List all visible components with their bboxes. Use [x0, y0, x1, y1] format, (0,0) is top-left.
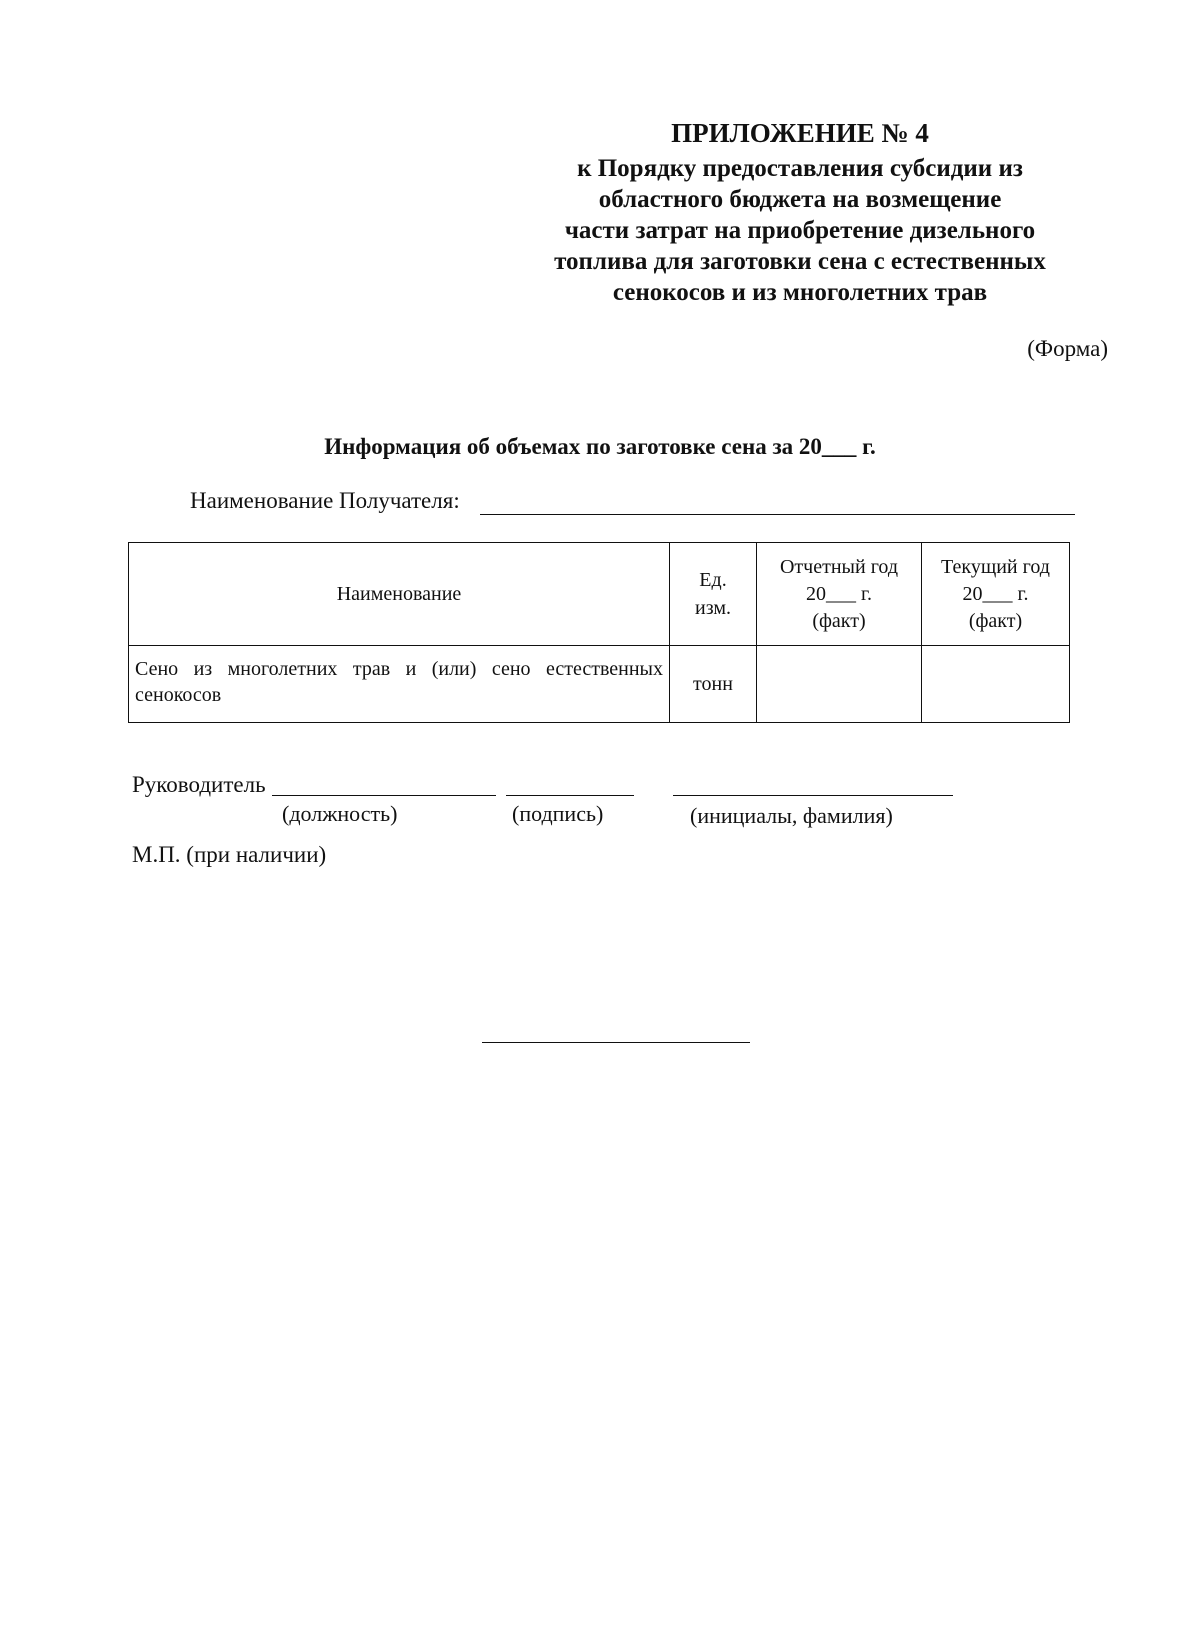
signature-caption: (подпись) — [512, 801, 604, 826]
header-name: Наименование — [129, 543, 670, 646]
header-current-year-line: (факт) — [968, 609, 1023, 632]
appendix-title: ПРИЛОЖЕНИЕ № 4 — [671, 118, 929, 148]
appendix-header — [500, 118, 1100, 308]
header-current-year-line: 20___ г. — [962, 582, 1029, 605]
stamp-label: М.П. (при наличии) — [132, 842, 327, 867]
appendix-line: топлива для заготовки сена с естественных — [554, 248, 1046, 275]
row-name-cell: Сено из многолетних трав и (или) сено естественных сенокосов — [129, 646, 670, 723]
table-header-row — [129, 543, 1070, 646]
header-unit-line: изм. — [695, 597, 731, 619]
header-unit-line: Ед. — [699, 569, 727, 591]
recipient-label: Наименование Получателя: — [190, 488, 460, 513]
header-current-year — [922, 543, 1070, 646]
row-current-year-cell[interactable] — [922, 646, 1070, 723]
signature-line[interactable] — [506, 795, 634, 796]
header-report-year-line: 20___ г. — [806, 582, 872, 605]
appendix-line: части затрат на приобретение дизельного — [564, 217, 1036, 244]
header-current-year-line: Текущий год — [941, 555, 1050, 578]
form-label: (Форма) — [1027, 336, 1108, 361]
document-heading: Информация об объемах по заготовке сена за 20___ г. — [324, 434, 876, 459]
appendix-line: областного бюджета на возмещение — [598, 186, 1002, 213]
table-row — [129, 646, 1070, 723]
end-rule — [482, 1042, 750, 1043]
appendix-line: сенокосов и из многолетних трав — [612, 279, 988, 306]
header-report-year-line: (факт) — [812, 609, 866, 632]
name-line[interactable] — [673, 795, 953, 796]
report-table — [128, 542, 1070, 723]
row-report-year-cell[interactable] — [757, 646, 922, 723]
head-label: Руководитель — [132, 772, 266, 797]
name-caption: (инициалы, фамилия) — [690, 803, 893, 828]
header-unit — [670, 543, 757, 646]
header-report-year-line: Отчетный год — [779, 555, 898, 578]
row-unit-cell: тонн — [670, 646, 757, 723]
header-report-year — [757, 543, 922, 646]
position-caption: (должность) — [282, 801, 398, 826]
recipient-input-line[interactable] — [480, 514, 1075, 515]
position-line[interactable] — [272, 795, 496, 796]
appendix-line: к Порядку предоставления субсидии из — [577, 155, 1023, 182]
